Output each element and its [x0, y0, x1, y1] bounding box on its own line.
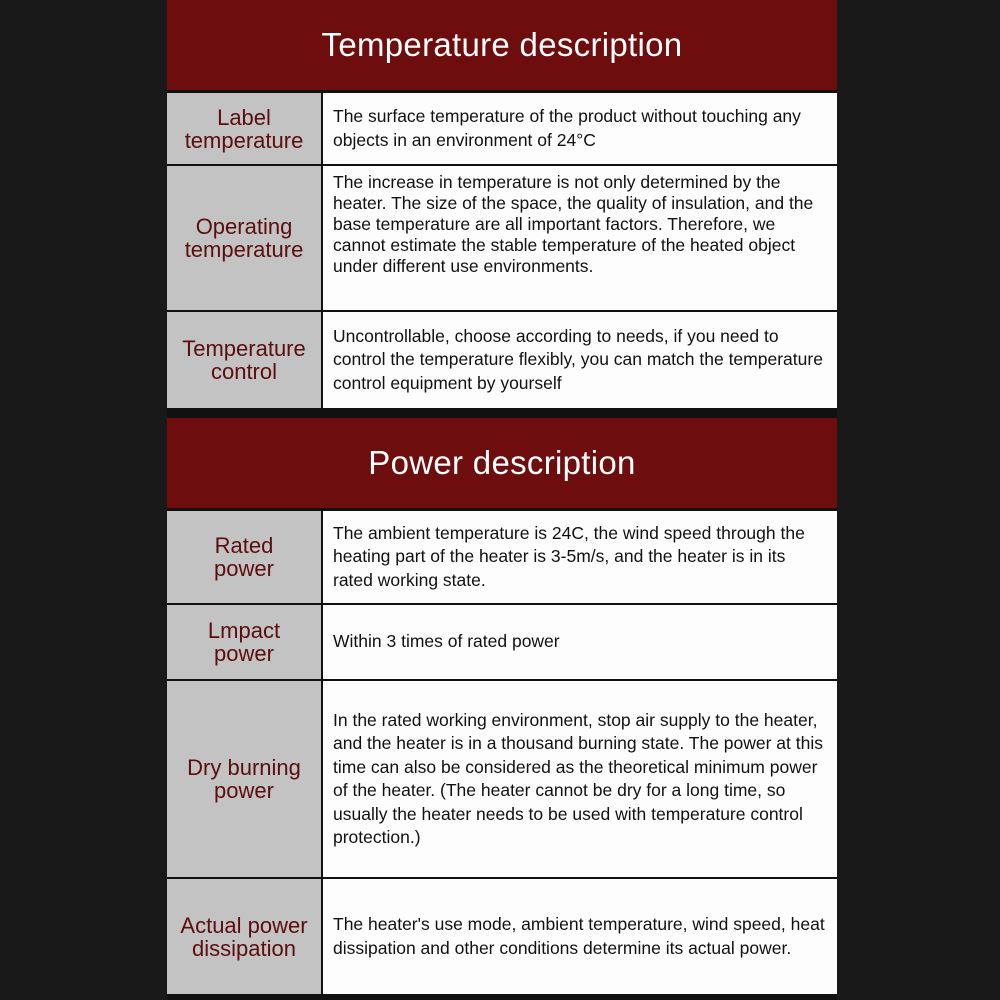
table-row — [167, 605, 837, 679]
table-row — [167, 681, 837, 877]
row-label: Label temperature — [167, 93, 321, 164]
row-label: Operating temperature — [167, 166, 321, 310]
row-label: Temperature control — [167, 312, 321, 408]
row-label: Lmpact power — [167, 605, 321, 679]
row-description: The surface temperature of the product without touching any objects in an environment of 24°C — [323, 93, 837, 164]
table-row — [167, 166, 837, 310]
row-description: The ambient temperature is 24C, the wind speed through the heating part of the heater is 3-5m/s, and the heater is in its rated working state. — [323, 511, 837, 603]
row-description: Within 3 times of rated power — [323, 605, 837, 679]
row-label: Actual power dissipation — [167, 879, 321, 994]
table-row — [167, 879, 837, 994]
row-label: Rated power — [167, 511, 321, 603]
row-description: The heater's use mode, ambient temperature, wind speed, heat dissipation and other conditions determine its actual power. — [323, 879, 837, 994]
spec-panel — [167, 0, 837, 1000]
table-row — [167, 93, 837, 164]
row-description: The increase in temperature is not only determined by the heater. The size of the space, the quality of insulation, and the base temperature are all important factors. Therefore, we cannot estimate the stable temperature of the heated object under different use environments. — [323, 166, 837, 310]
power-section-title: Power description — [167, 418, 837, 508]
row-description: Uncontrollable, choose according to needs, if you need to control the temperature flexibly, you can match the temperature control equipment by yourself — [323, 312, 837, 408]
row-label: Dry burning power — [167, 681, 321, 877]
table-row — [167, 312, 837, 408]
table-row — [167, 511, 837, 603]
temperature-section-title: Temperature description — [167, 0, 837, 90]
row-description: In the rated working environment, stop air supply to the heater, and the heater is in a thousand burning state. The power at this time can also be considered as the theoretical minimum power of the heater. (The heater cannot be dry for a long time, so usually the heater needs to be used with temperature control protection.) — [323, 681, 837, 877]
